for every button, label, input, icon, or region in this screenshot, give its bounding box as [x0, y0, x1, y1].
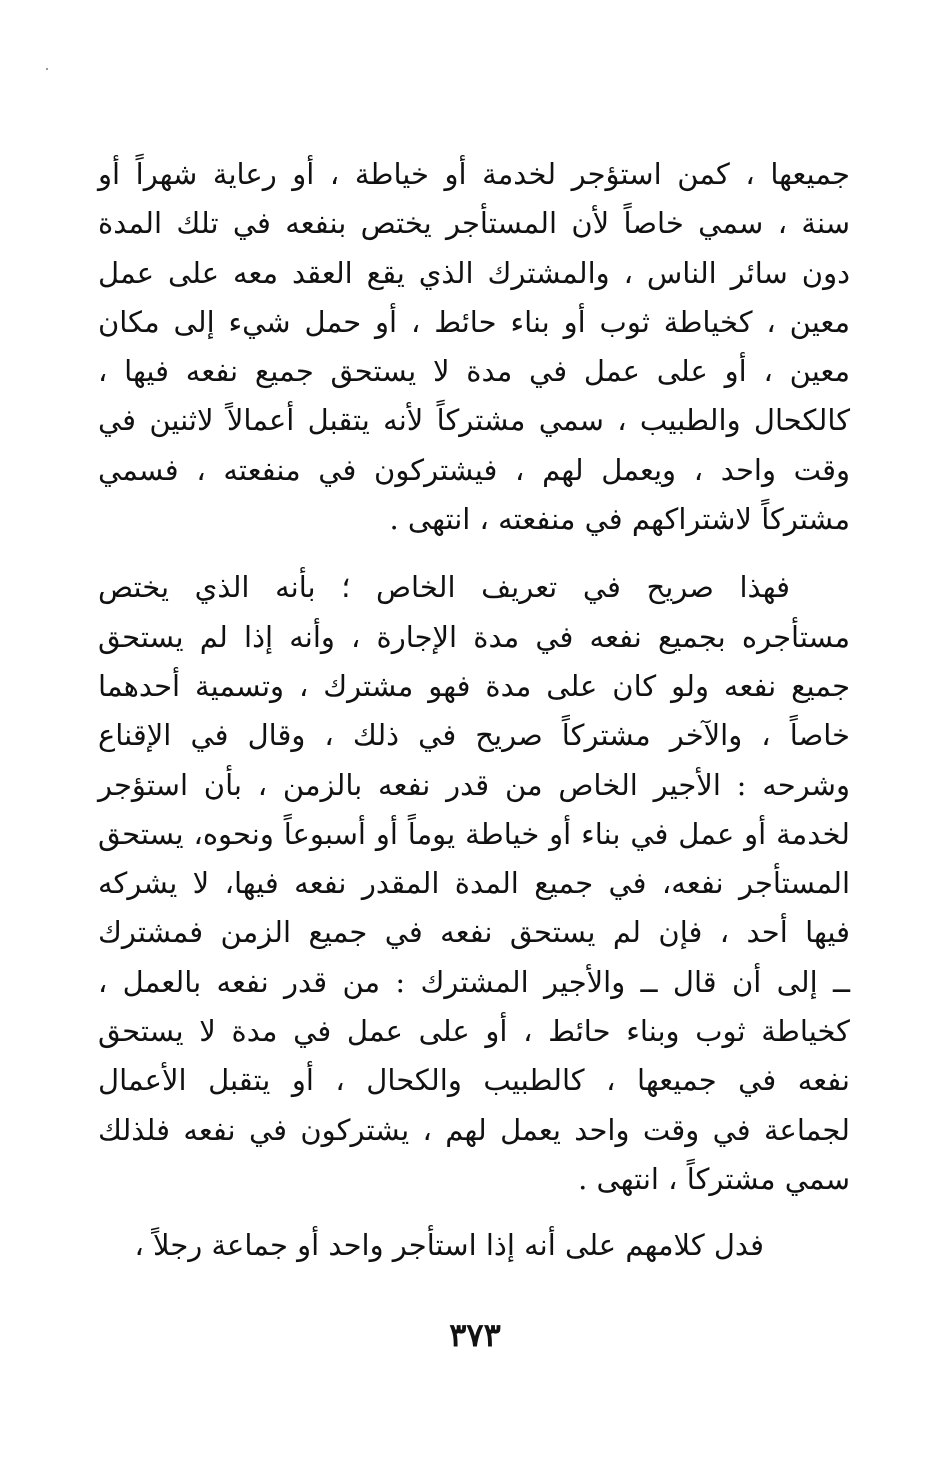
text-line: نفعه في جميعها ، كالطبيب والكحال ، أو يتقبل الأعمال [98, 1063, 850, 1098]
paragraph-3 [98, 1221, 850, 1270]
text-line: لجماعة في وقت واحد يعمل لهم ، يشتركون في نفعه فلذلك [98, 1112, 850, 1147]
page-number: ٣٧٣ [449, 1316, 501, 1354]
text-line: فهذا صريح في تعريف الخاص ؛ بأنه الذي يختص [98, 570, 790, 605]
text-line: سمي مشتركاً ، انتهى . [578, 1161, 850, 1196]
text-line: سنة ، سمي خاصاً لأن المستأجر يختص بنفعه في تلك المدة [98, 206, 850, 241]
text-line: ــ إلى أن قال ــ والأجير المشترك : من قدر نفعه بالعمل ، [98, 964, 850, 999]
text-line: وقت واحد ، ويعمل لهم ، فيشتركون في منفعته ، فسمي [98, 452, 850, 487]
text-line: خاصاً ، والآخر مشتركاً صريح في ذلك ، وقال في الإقناع [98, 718, 850, 753]
text-line: وشرحه : الأجير الخاص من قدر نفعه بالزمن ، بأن استؤجر [98, 767, 850, 802]
text-line: معين ، كخياطة ثوب أو بناء حائط ، أو حمل شيء إلى مكان [98, 304, 850, 339]
text-line: كالكحال والطبيب ، سمي مشتركاً لأنه يتقبل أعمالاً لاثنين في [98, 403, 850, 438]
text-line: معين ، أو على عمل في مدة لا يستحق جميع نفعه فيها ، [98, 354, 850, 389]
text-line: مشتركاً لاشتراكهم في منفعته ، انتهى . [389, 502, 850, 537]
text-line: جميع نفعه ولو كان على مدة فهو مشترك ، وتسمية أحدهما [98, 668, 850, 703]
paragraph-2 [98, 563, 850, 1204]
text-line: مستأجره بجميع نفعه في مدة الإجارة ، وأنه إذا لم يستحق [98, 619, 850, 654]
text-line: جميعها ، كمن استؤجر لخدمة أو خياطة ، أو رعاية شهراً أو [98, 157, 850, 191]
text-line: لخدمة أو عمل في بناء أو خياطة يوماً أو أسبوعاً ونحوه، يستحق [98, 816, 850, 851]
text-line: دون سائر الناس ، والمشترك الذي يقع العقد معه على عمل [98, 255, 850, 290]
text-line: فيها أحد ، فإن لم يستحق نفعه في جميع الزمن فمشترك [98, 915, 850, 950]
text-line: فدل كلامهم على أنه إذا استأجر واحد أو جماعة رجلاً ، [134, 1228, 764, 1263]
scan-speck [46, 68, 48, 70]
text-line: المستأجر نفعه، في جميع المدة المقدر نفعه فيها، لا يشركه [98, 866, 850, 901]
paragraph-1 [98, 150, 850, 544]
page-body [98, 150, 850, 1271]
text-line: كخياطة ثوب وبناء حائط ، أو على عمل في مدة لا يستحق [98, 1014, 850, 1049]
